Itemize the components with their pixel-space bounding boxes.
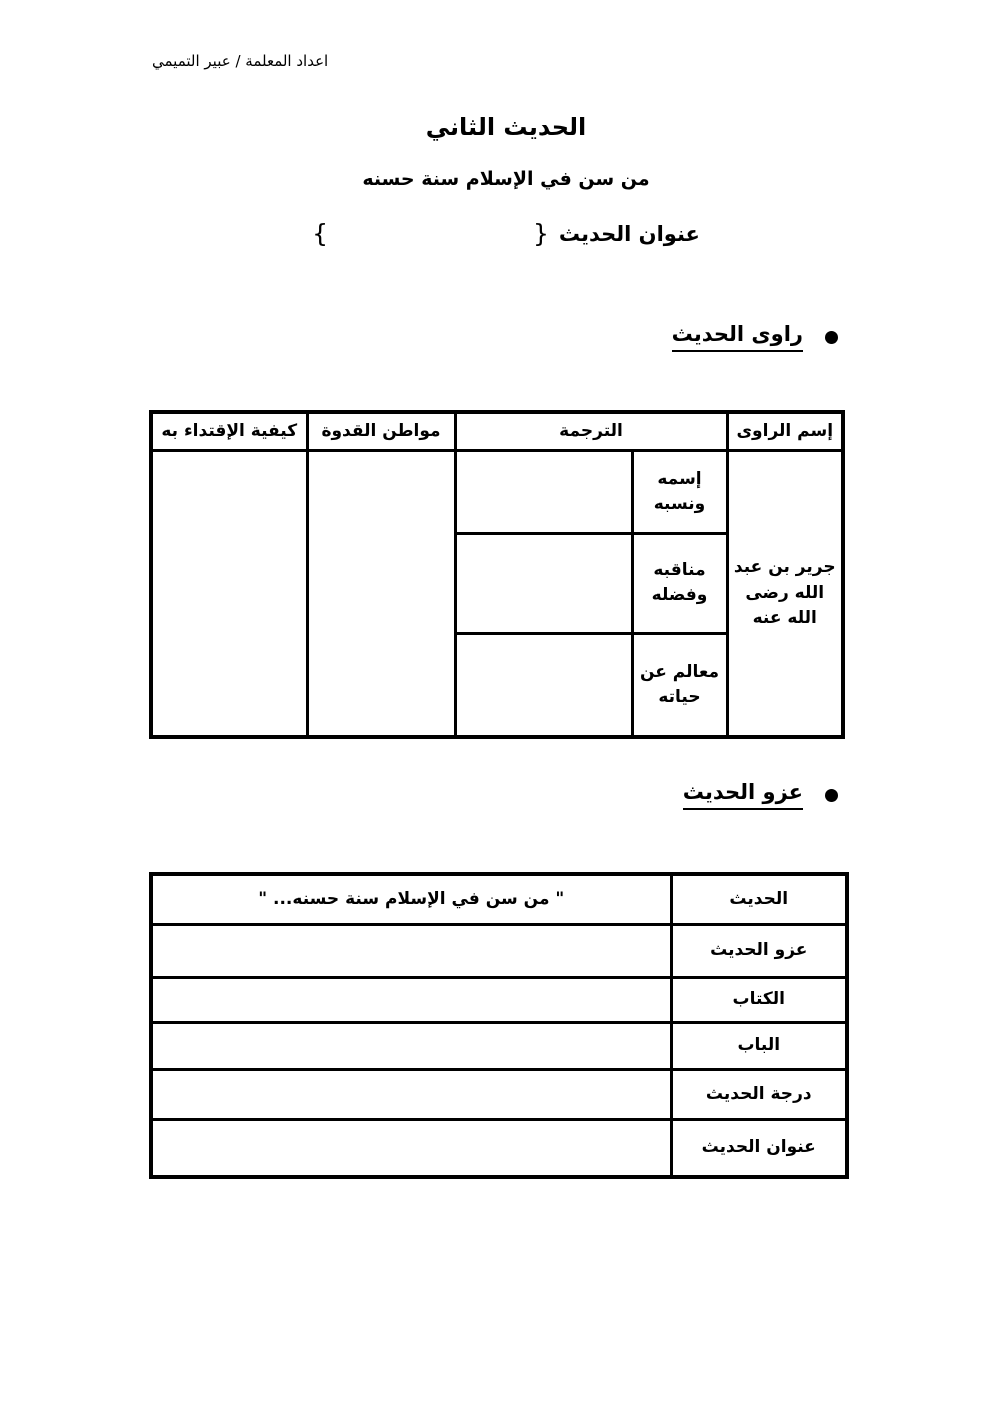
section-heading-attribution [683, 780, 838, 810]
attribution-value-attribution [151, 924, 671, 977]
narrator-table-header-row [151, 412, 843, 450]
answer-cell-exemplary-traits [307, 450, 455, 737]
attribution-value-book [151, 977, 671, 1022]
answer-cell-virtues [455, 533, 632, 633]
answer-cell-how-to-emulate [151, 450, 307, 737]
translation-label-virtues: مناقبه وفضله [632, 533, 727, 633]
header-how-to-emulate: كيفية الإقتداء به [151, 412, 307, 450]
table-row [151, 924, 847, 977]
bullet-icon [825, 789, 838, 802]
narrator-table [149, 410, 845, 739]
attribution-label-grade: درجة الحديث [671, 1069, 847, 1119]
attribution-label-chapter: الباب [671, 1022, 847, 1069]
section-heading-attribution-label: عزو الحديث [683, 780, 803, 810]
table-row [151, 1022, 847, 1069]
hadith-title-line [150, 219, 862, 249]
attribution-label-book: الكتاب [671, 977, 847, 1022]
left-brace: { [312, 219, 328, 248]
table-row [151, 1119, 847, 1177]
section-heading-narrator [672, 322, 838, 352]
section-heading-narrator-label: راوى الحديث [672, 322, 803, 352]
answer-cell-life-facts [455, 633, 632, 737]
table-row [151, 450, 843, 533]
page-title: الحديث الثاني [425, 113, 587, 141]
attribution-value-title [151, 1119, 671, 1177]
translation-label-life-facts: معالم عن حياته [632, 633, 727, 737]
page-subtitle: من سن في الإسلام سنة حسنه [362, 168, 650, 190]
narrator-name-cell: جرير بن عبد الله رضى الله عنه [727, 450, 843, 737]
header-translation: الترجمة [455, 412, 727, 450]
attribution-value-hadith: " من سن في الإسلام سنة حسنه... " [151, 874, 671, 924]
hadith-title-label: عنوان الحديث [558, 222, 700, 246]
right-brace: } [533, 219, 549, 248]
attribution-label-attribution: عزو الحديث [671, 924, 847, 977]
translation-label-name-lineage: إسمه ونسبه [632, 450, 727, 533]
header-narrator-name: إسم الراوى [727, 412, 843, 450]
attribution-label-title: عنوان الحديث [671, 1119, 847, 1177]
attribution-table [149, 872, 849, 1179]
table-row [151, 874, 847, 924]
table-row [151, 977, 847, 1022]
header-exemplary-traits: مواطن القدوة [307, 412, 455, 450]
table-row [151, 1069, 847, 1119]
bullet-icon [825, 331, 838, 344]
prepared-by-note: اعداد المعلمة / عبير التميمي [152, 52, 329, 70]
attribution-label-hadith: الحديث [671, 874, 847, 924]
attribution-value-chapter [151, 1022, 671, 1069]
attribution-value-grade [151, 1069, 671, 1119]
answer-cell-name-lineage [455, 450, 632, 533]
